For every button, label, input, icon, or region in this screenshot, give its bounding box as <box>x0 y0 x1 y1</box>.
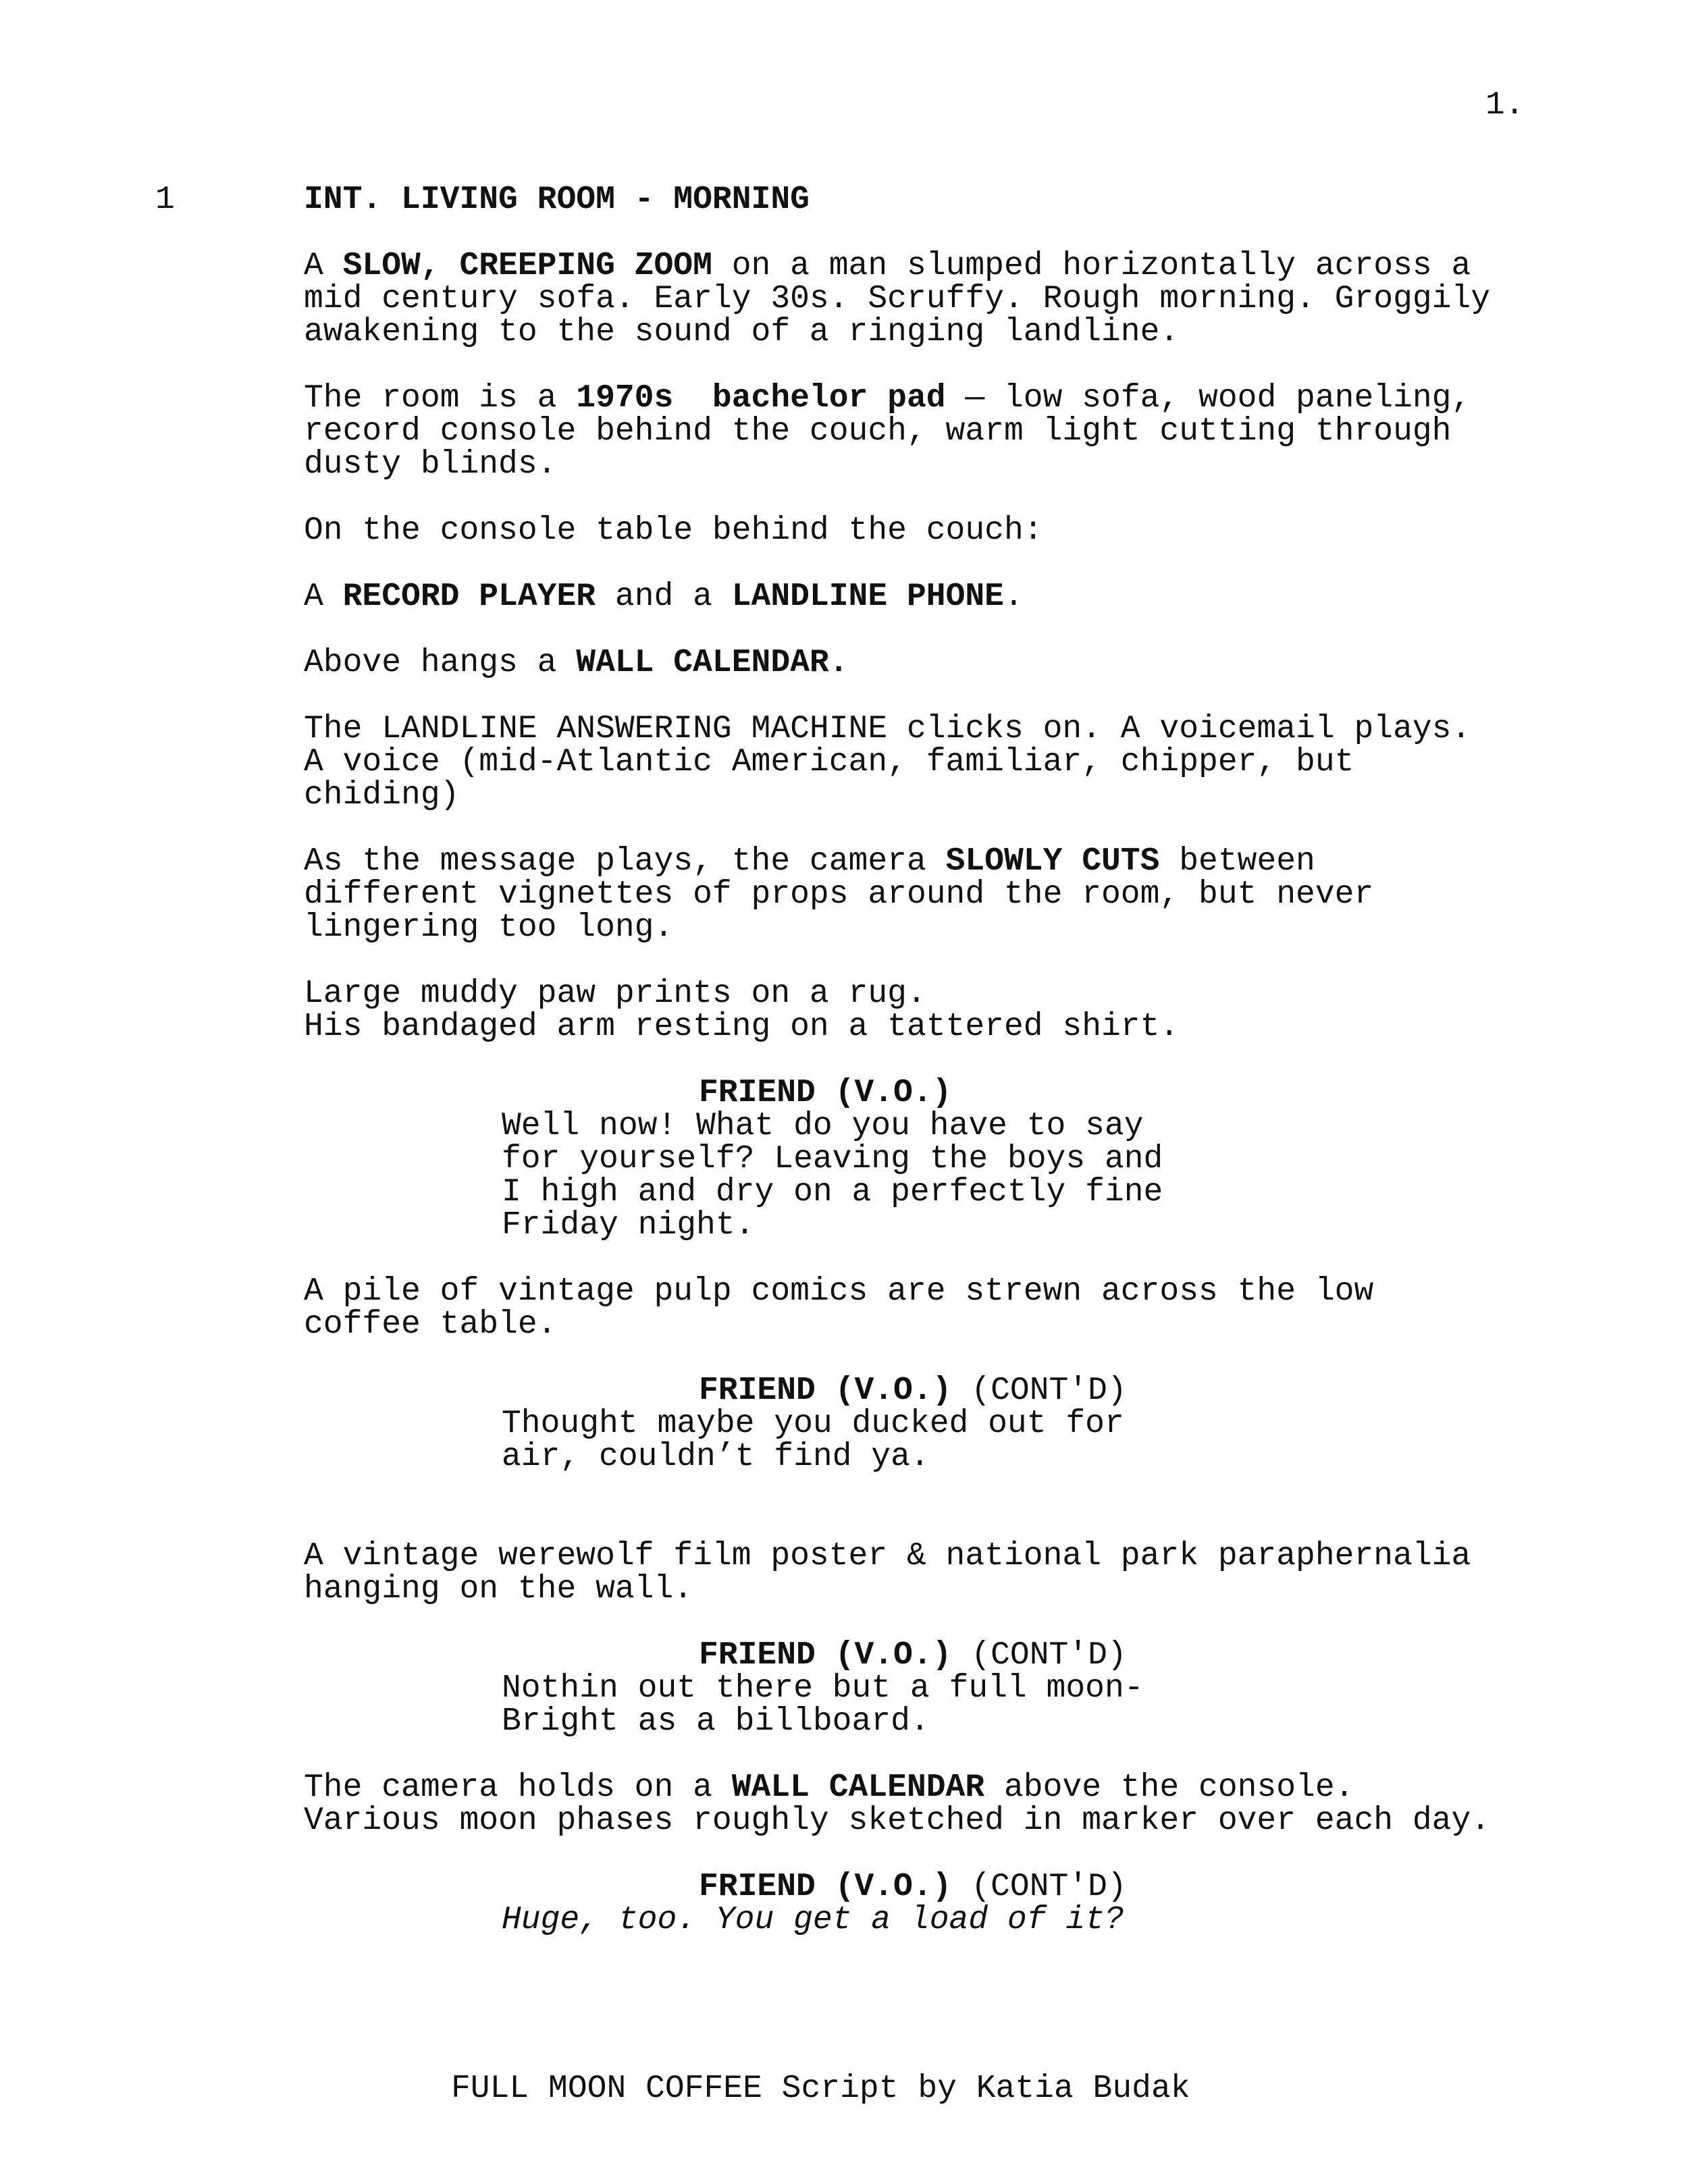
page-number: 1. <box>1485 87 1525 124</box>
dialogue-cutoff: Huge, too. You get a load of it? <box>502 1902 1124 1938</box>
action-paragraph: The camera holds on a WALL CALENDAR above the console. Various moon phases roughly sketched in marker over each day. <box>304 1769 1491 1839</box>
footer-credit: FULL MOON COFFEE Script by Katia Budak <box>451 2071 1190 2107</box>
dialogue: Nothin out there but a full moon- Bright as a billboard. <box>502 1670 1144 1740</box>
action-line: Above hangs a WALL CALENDAR. <box>304 645 849 681</box>
character-cue: FRIEND (V.O.) <box>699 1075 952 1111</box>
character-cue: FRIEND (V.O.) (CONT'D) <box>699 1869 1127 1905</box>
action-paragraph: The LANDLINE ANSWERING MACHINE clicks on. A voicemail plays. A voice (mid-Atlantic American, familiar, chipper, but chiding) <box>304 711 1471 814</box>
action-line: A RECORD PLAYER and a LANDLINE PHONE. <box>304 579 1024 615</box>
action-paragraph: The room is a 1970s bachelor pad — low sofa, wood paneling, record console behind the couch, warm light cutting through dusty blinds. <box>304 380 1471 483</box>
action-paragraph: As the message plays, the camera SLOWLY CUTS between different vignettes of props around the room, but never lingering too long. <box>304 843 1374 946</box>
dialogue: Well now! What do you have to say for yourself? Leaving the boys and I high and dry on a perfectly fine Friday night. <box>502 1108 1163 1244</box>
action-paragraph: A pile of vintage pulp comics are strewn across the low coffee table. <box>304 1273 1374 1343</box>
action-paragraph: Large muddy paw prints on a rug. His bandaged arm resting on a tattered shirt. <box>304 976 1180 1045</box>
scene-heading: INT. LIVING ROOM - MORNING <box>304 182 810 218</box>
action-paragraph: A SLOW, CREEPING ZOOM on a man slumped horizontally across a mid century sofa. Early 30s. Scruffy. Rough morning. Groggily awakening to the sound of a ringing landline. <box>304 248 1491 350</box>
character-cue: FRIEND (V.O.) (CONT'D) <box>699 1637 1127 1674</box>
action-paragraph: A vintage werewolf film poster & national park paraphernalia hanging on the wall. <box>304 1538 1471 1607</box>
character-cue: FRIEND (V.O.) (CONT'D) <box>699 1373 1127 1409</box>
scene-number: 1 <box>155 182 175 218</box>
action-line: On the console table behind the couch: <box>304 512 1043 549</box>
dialogue: Thought maybe you ducked out for air, couldn’t find ya. <box>502 1406 1124 1475</box>
